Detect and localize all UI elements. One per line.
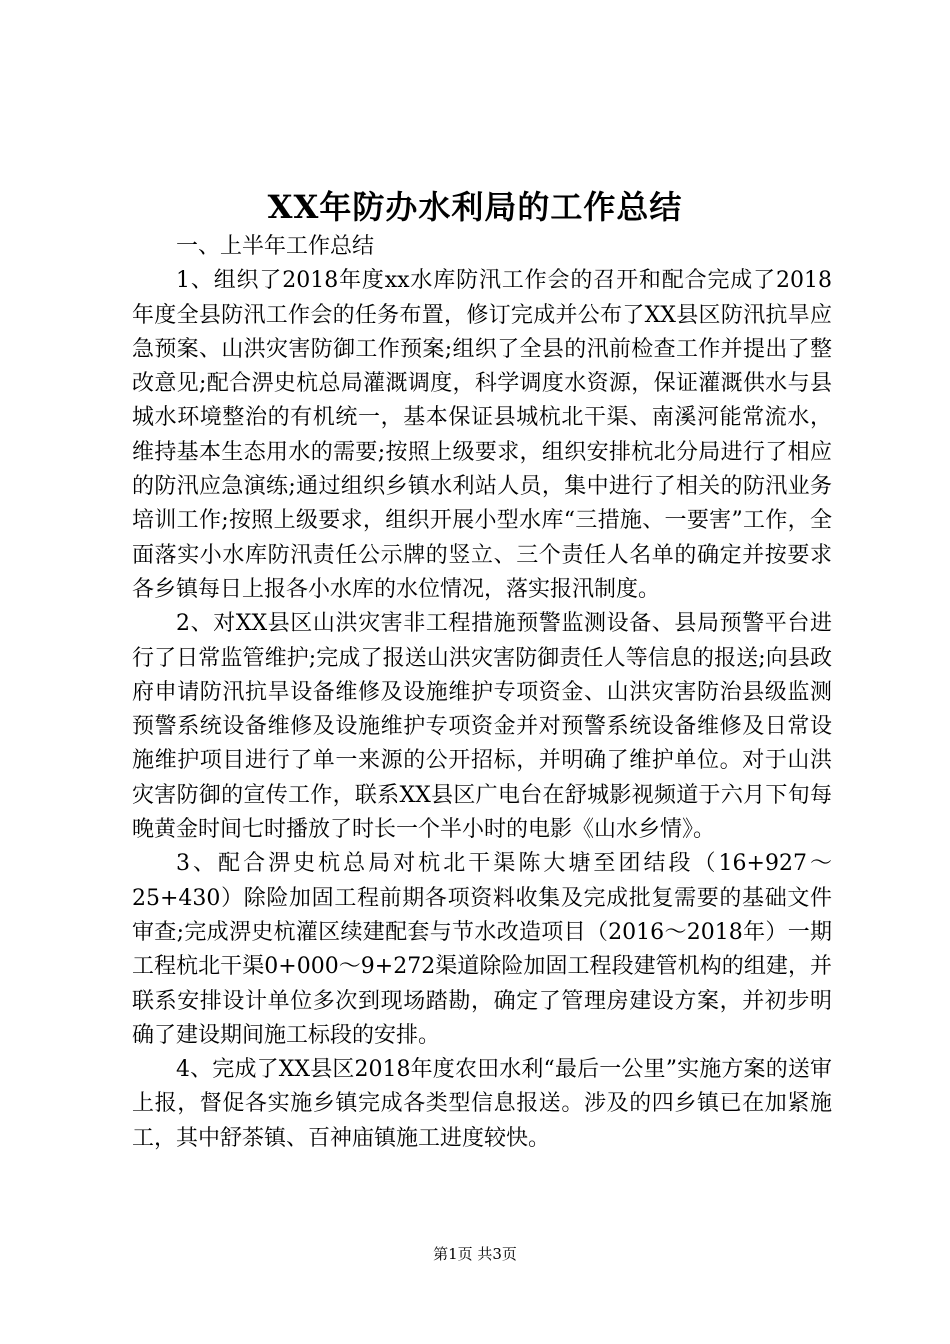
paragraph-3: 3、配合淠史杭总局对杭北干渠陈大塘至团结段（16+927～25+430）除险加固工程前期各项资料收集及完成批复需要的基础文件审查;完成淠史杭灌区续建配套与节水改造项目（2016～2018年）一期工程杭北干渠0+000～9+272渠道除险加固工程段建管机构的组建，并联系安排设计单位多次到现场踏勘，确定了管理房建设方案，并初步明确了建设期间施工标段的安排。 [132,851,833,1048]
paragraph-4: 4、完成了XX县区2018年度农田水利“最后一公里”实施方案的送审上报，督促各实施乡镇完成各类型信息报送。涉及的四乡镇已在加紧施工，其中舒茶镇、百神庙镇施工进度较快。 [132,1057,832,1151]
document-title: XX年防办水利局的工作总结 [267,188,683,226]
document-body [132,230,832,1156]
section-heading: 一、上半年工作总结 [176,234,375,259]
page-footer: 第1页 共3页 [433,1245,517,1263]
paragraph-2: 2、对XX县区山洪灾害非工程措施预警监测设备、县局预警平台进行了日常监管维护;完成了报送山洪灾害防御责任人等信息的报送;向县政府申请防汛抗旱设备维修及设施维护专项资金、山洪灾害防治县级监测预警系统设备维修及设施维护专项资金并对预警系统设备维修及日常设施维护项目进行了单一来源的公开招标，并明确了维护单位。对于山洪灾害防御的宣传工作，联系XX县区广电台在舒城影视频道于六月下旬每晚黄金时间七时播放了时长一个半小时的电影《山水乡情》。 [132,611,832,843]
paragraph-1: 1、组织了2018年度xx水库防汛工作会的召开和配合完成了2018年度全县防汛工作会的任务布置，修订完成并公布了XX县区防汛抗旱应急预案、山洪灾害防御工作预案;组织了全县的汛前检查工作并提出了整改意见;配合淠史杭总局灌溉调度，科学调度水资源，保证灌溉供水与县城水环境整治的有机统一，基本保证县城杭北干渠、南溪河能常流水，维持基本生态用水的需要;按照上级要求，组织安排杭北分局进行了相应的防汛应急演练;通过组织乡镇水利站人员，集中进行了相关的防汛业务培训工作;按照上级要求，组织开展小型水库“三措施、一要害”工作，全面落实小水库防汛责任公示牌的竖立、三个责任人名单的确定并按要求各乡镇每日上报各小水库的水位情况，落实报汛制度。 [132,268,832,602]
